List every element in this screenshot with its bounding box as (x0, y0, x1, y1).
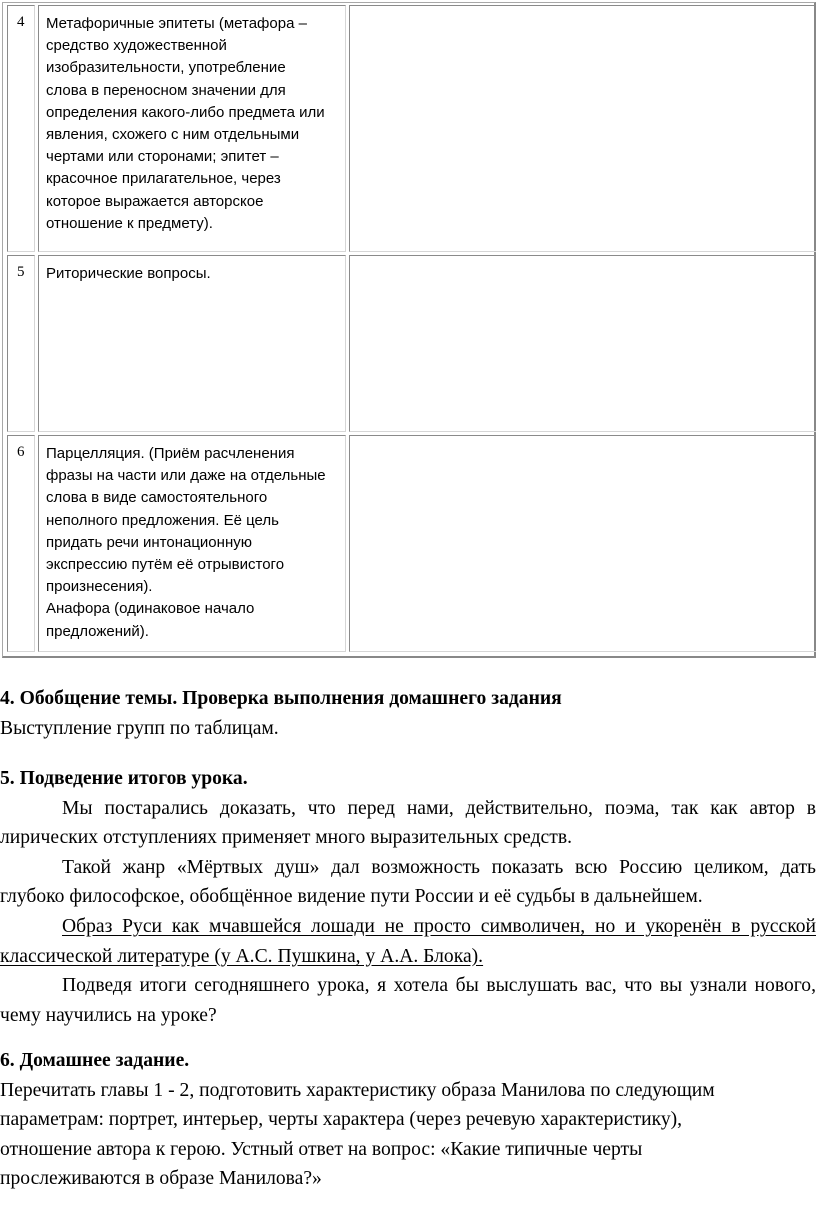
text-line: слова в переносном значении для (46, 81, 286, 99)
text-line: фразы на части или даже на отдельные (46, 467, 326, 485)
analysis-table (2, 2, 816, 658)
section-heading: 4. Обобщение темы. Проверка выполнения домашнего задания (0, 688, 562, 709)
text-line: предложений). (46, 622, 149, 640)
underlined-paragraph: Образ Руси как мчавшейся лошади не просто символичен, но и укоренён в русской классической литературе (у А.С. Пушкина, у А.А. Блока). (0, 915, 816, 967)
text-line: прослеживаются в образе Манилова?» (0, 1168, 322, 1190)
text-line: произнесения). (46, 578, 153, 596)
text-line: Перечитать главы 1 - 2, подготовить характеристику образа Манилова по следующим (0, 1079, 715, 1101)
device-description (46, 13, 341, 235)
paragraph: Подведя итоги сегодняшнего урока, я хотела бы выслушать вас, что вы узнали нового, чему научились на уроке? (0, 975, 816, 1026)
text-line: Риторические вопросы. (46, 265, 211, 282)
device-description-cell (38, 255, 346, 432)
text-line: Анафора (одинаковое начало (46, 600, 255, 618)
text-line: Метафоричные эпитеты (метафора – (46, 15, 307, 32)
answer-cell[interactable] (349, 5, 816, 252)
row-number-cell (7, 255, 35, 432)
row-number-cell (7, 5, 35, 252)
text-line: экспрессию путём её отрывистого (46, 556, 285, 574)
table-row (5, 435, 814, 655)
row-number-cell (7, 435, 35, 652)
device-description (46, 263, 341, 285)
device-description-cell (38, 435, 346, 652)
text-line: изобразительности, употребление (46, 59, 286, 77)
device-description (46, 443, 341, 643)
row-number: 6 (17, 444, 25, 460)
text-line: отношение к предмету). (46, 214, 213, 232)
text-line: отношение автора к герою. Устный ответ на вопрос: «Какие типичные черты (0, 1138, 643, 1160)
table-row (5, 5, 814, 255)
answer-cell[interactable] (349, 255, 816, 432)
text-line: Парцелляция. (Приём расчленения (46, 445, 295, 462)
text-line: чертами или сторонами; эпитет – (46, 148, 279, 166)
section-heading: 5. Подведение итогов урока. (0, 768, 248, 789)
paragraph: Выступление групп по таблицам. (0, 717, 279, 739)
table-row (5, 255, 814, 435)
section-4 (0, 684, 816, 743)
answer-cell[interactable] (349, 435, 816, 652)
text-line: средство художественной (46, 37, 227, 55)
text-line: параметрам: портрет, интерьер, черты характера (через речевую характеристику), (0, 1109, 683, 1131)
paragraph: Такой жанр «Мёртвых душ» дал возможность показать всю Россию целиком, дать глубоко философское, обобщённое видение пути России и её судьбы в дальнейшем. (0, 856, 816, 908)
section-5 (0, 764, 816, 1030)
paragraph: Мы постарались доказать, что перед нами, действительно, поэма, так как автор в лирических отступлениях применяет много выразительных средств. (0, 797, 816, 849)
row-number: 5 (17, 264, 25, 280)
text-line: красочное прилагательное, через (46, 170, 281, 188)
section-heading: 6. Домашнее задание. (0, 1050, 190, 1071)
text-line: определения какого-либо предмета или (46, 103, 325, 121)
section-6 (0, 1046, 816, 1194)
text-line: неполного предложения. Её цель (46, 511, 279, 529)
text-line: явления, схожего с ним отдельными (46, 126, 300, 144)
text-line: которое выражается авторское (46, 192, 264, 210)
text-line: придать речи интонационную (46, 533, 252, 551)
text-line: слова в виде самостоятельного (46, 489, 268, 507)
device-description-cell (38, 5, 346, 252)
row-number: 4 (17, 14, 25, 30)
